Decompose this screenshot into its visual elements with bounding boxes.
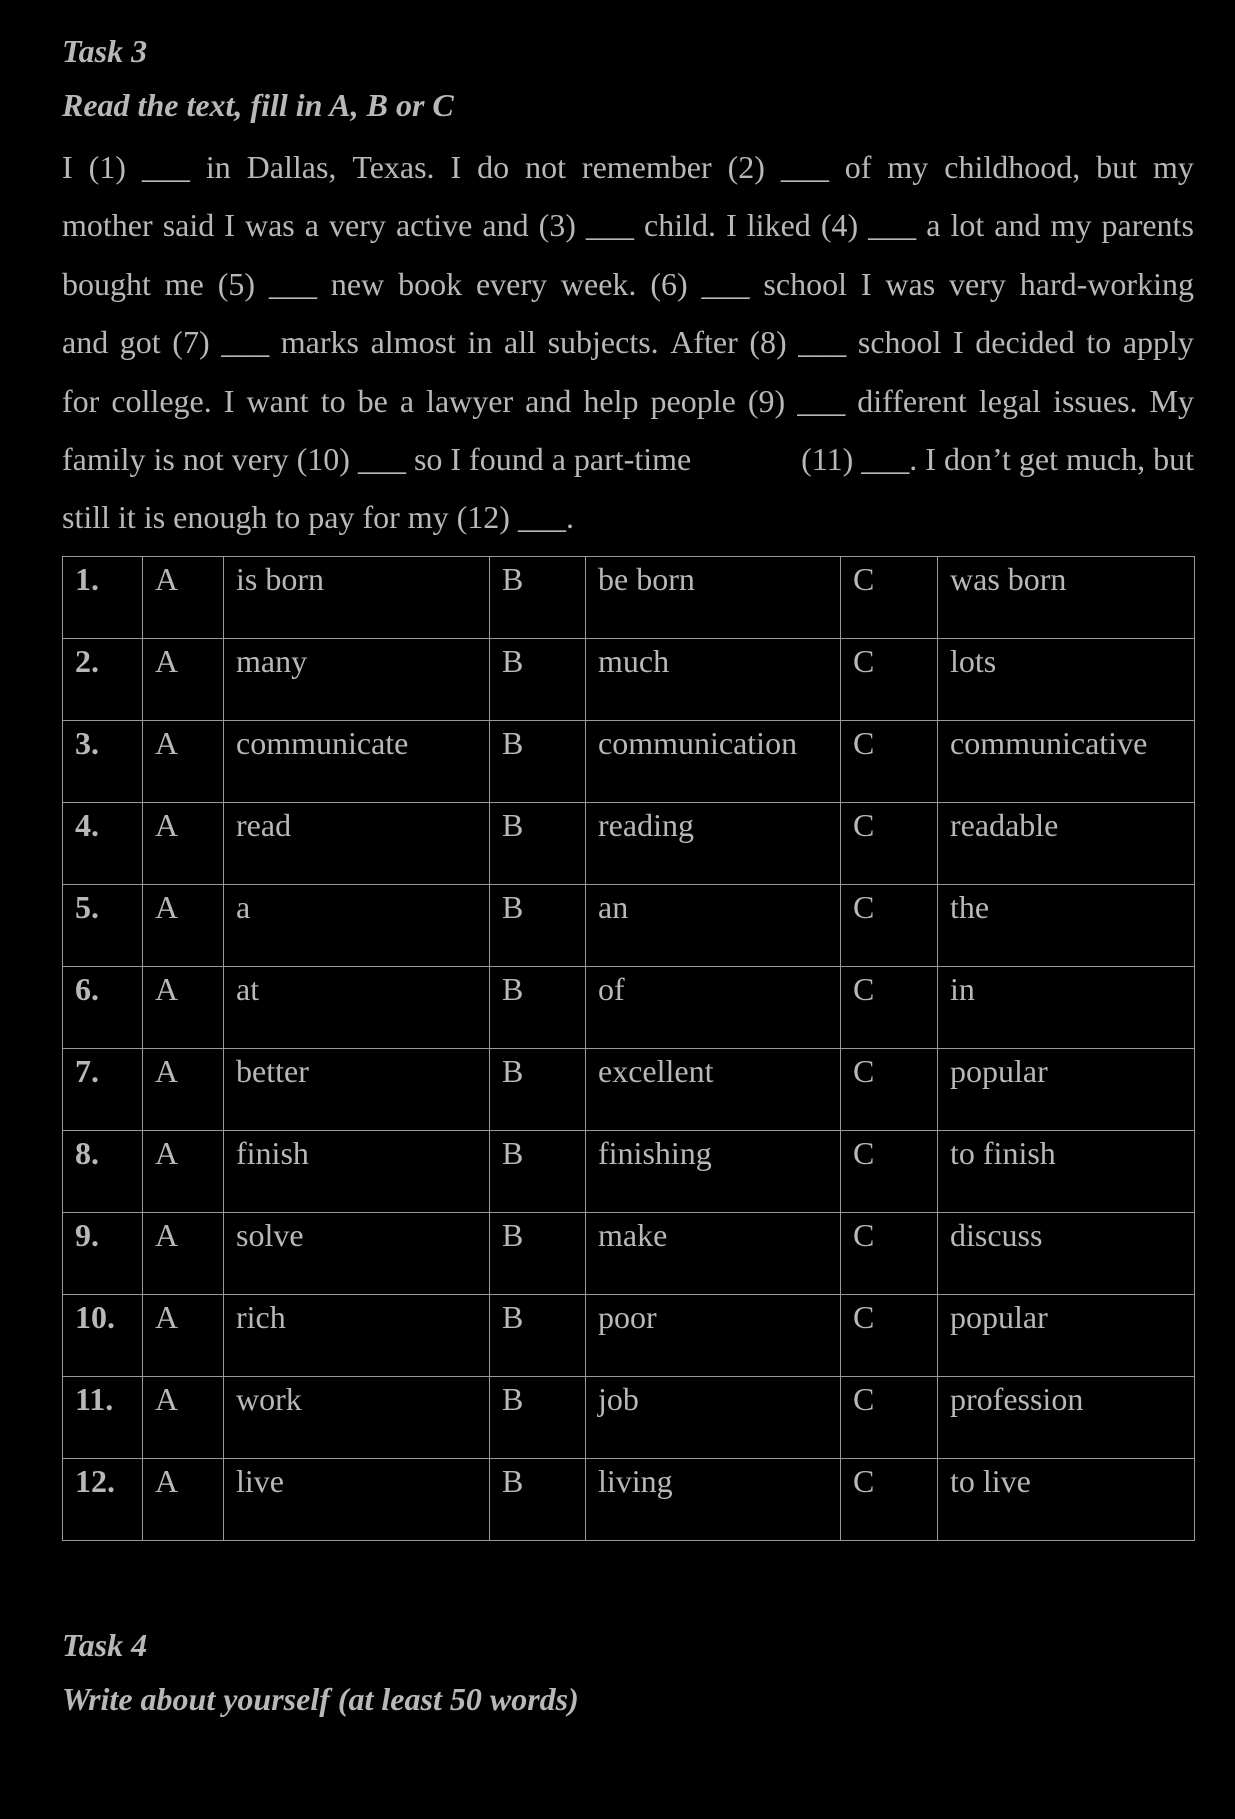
question-number: 11. xyxy=(63,1377,143,1459)
passage-word: lot xyxy=(950,207,985,244)
question-number: 12. xyxy=(63,1459,143,1541)
passage-word: was xyxy=(885,265,936,302)
option-c: popular xyxy=(938,1295,1195,1377)
option-c: the xyxy=(938,885,1195,967)
option-c: lots xyxy=(938,639,1195,721)
option-letter-a: A xyxy=(143,1295,224,1377)
option-letter-b: B xyxy=(490,1459,586,1541)
passage-word: marks xyxy=(280,324,359,361)
passage-word: of xyxy=(844,149,872,185)
passage-word: (6) xyxy=(650,265,688,302)
question-number: 7. xyxy=(63,1049,143,1131)
passage-word: (7) xyxy=(172,324,210,361)
option-letter-a: A xyxy=(143,803,224,885)
task3-passage xyxy=(62,138,1194,547)
table-row xyxy=(63,803,1195,885)
passage-word: (8) xyxy=(749,324,787,361)
option-letter-b: B xyxy=(490,967,586,1049)
table-row xyxy=(63,1131,1195,1213)
option-a: read xyxy=(224,803,490,885)
passage-segment: family is not very (10) ___ so I found a part-time xyxy=(62,440,692,477)
option-letter-c: C xyxy=(841,967,938,1049)
question-number: 6. xyxy=(63,967,143,1049)
task4-section xyxy=(62,1620,579,1732)
table-row xyxy=(63,885,1195,967)
option-c: communicative xyxy=(938,721,1195,803)
question-number: 2. xyxy=(63,639,143,721)
passage-line xyxy=(62,138,1194,196)
task3-title: Task 3 xyxy=(62,33,148,69)
option-letter-a: A xyxy=(143,1377,224,1459)
option-letter-b: B xyxy=(490,1295,586,1377)
option-letter-b: B xyxy=(490,885,586,967)
option-b: an xyxy=(586,885,841,967)
passage-word: (3) xyxy=(538,207,576,244)
option-b: excellent xyxy=(586,1049,841,1131)
passage-word: I xyxy=(223,382,235,419)
passage-word: very xyxy=(949,265,1006,302)
passage-word: I xyxy=(726,207,737,244)
option-letter-a: A xyxy=(143,639,224,721)
option-b: make xyxy=(586,1213,841,1295)
passage-word: ___ xyxy=(797,382,846,419)
passage-word: apply xyxy=(1122,324,1194,361)
passage-word: decided xyxy=(975,324,1075,361)
passage-word: book xyxy=(398,265,463,302)
passage-word: (9) xyxy=(747,382,786,419)
passage-word: not xyxy=(525,149,566,185)
passage-word: got xyxy=(119,324,161,361)
option-letter-a: A xyxy=(143,557,224,639)
task4-title: Task 4 xyxy=(62,1627,148,1663)
question-number: 9. xyxy=(63,1213,143,1295)
passage-word: help xyxy=(583,382,639,419)
passage-word: all xyxy=(503,324,536,361)
passage-word: different xyxy=(857,382,967,419)
option-a: a xyxy=(224,885,490,967)
passage-word: ___ xyxy=(586,207,634,244)
passage-word: and xyxy=(994,207,1041,244)
passage-line xyxy=(62,430,1194,488)
option-b: finishing xyxy=(586,1131,841,1213)
passage-word: (2) xyxy=(727,149,765,185)
option-letter-b: B xyxy=(490,639,586,721)
passage-word: a xyxy=(926,207,941,244)
option-a: work xyxy=(224,1377,490,1459)
option-c: discuss xyxy=(938,1213,1195,1295)
table-row xyxy=(63,557,1195,639)
passage-text: still it is enough to pay for my (12) ___. xyxy=(62,499,574,536)
passage-word: in xyxy=(467,324,493,361)
passage-word: my xyxy=(1153,149,1194,185)
option-letter-b: B xyxy=(490,803,586,885)
passage-word: I xyxy=(450,149,462,185)
option-a: at xyxy=(224,967,490,1049)
option-letter-c: C xyxy=(841,1295,938,1377)
passage-word: and xyxy=(525,382,572,419)
passage-word: every xyxy=(475,265,548,302)
passage-word: me xyxy=(164,265,204,302)
option-letter-a: A xyxy=(143,1213,224,1295)
passage-word: to xyxy=(1086,324,1112,361)
passage-word: parents xyxy=(1101,207,1194,244)
option-letter-c: C xyxy=(841,1131,938,1213)
passage-line xyxy=(62,255,1194,313)
passage-segment: (11) ___. I don’t get much, but xyxy=(801,440,1194,477)
passage-word: After xyxy=(670,324,738,361)
option-c: to live xyxy=(938,1459,1195,1541)
passage-word: ___ xyxy=(221,324,270,361)
option-b: much xyxy=(586,639,841,721)
task4-instruction: Write about yourself (at least 50 words) xyxy=(62,1681,579,1717)
table-row xyxy=(63,1459,1195,1541)
passage-word: liked xyxy=(746,207,811,244)
option-letter-a: A xyxy=(143,1131,224,1213)
option-letter-b: B xyxy=(490,1131,586,1213)
option-letter-c: C xyxy=(841,1213,938,1295)
passage-word: very xyxy=(329,207,386,244)
passage-word: in xyxy=(205,149,231,185)
option-letter-a: A xyxy=(143,967,224,1049)
passage-line xyxy=(62,196,1194,254)
option-c: profession xyxy=(938,1377,1195,1459)
passage-word: a xyxy=(399,382,415,419)
passage-word: my xyxy=(887,149,929,185)
option-letter-c: C xyxy=(841,639,938,721)
passage-word: legal xyxy=(978,382,1042,419)
passage-word: mother xyxy=(62,207,153,244)
option-c: popular xyxy=(938,1049,1195,1131)
passage-line xyxy=(62,313,1194,371)
question-number: 3. xyxy=(63,721,143,803)
option-letter-c: C xyxy=(841,557,938,639)
option-letter-b: B xyxy=(490,721,586,803)
question-number: 1. xyxy=(63,557,143,639)
table-row xyxy=(63,721,1195,803)
passage-word: do xyxy=(477,149,510,185)
option-a: communicate xyxy=(224,721,490,803)
option-letter-b: B xyxy=(490,1377,586,1459)
question-number: 8. xyxy=(63,1131,143,1213)
passage-word: issues. xyxy=(1053,382,1138,419)
option-c: readable xyxy=(938,803,1195,885)
passage-word: I xyxy=(224,207,235,244)
option-b: of xyxy=(586,967,841,1049)
passage-word: people xyxy=(650,382,736,419)
option-c: to finish xyxy=(938,1131,1195,1213)
table-row xyxy=(63,639,1195,721)
passage-word: bought xyxy=(62,265,151,302)
option-a: finish xyxy=(224,1131,490,1213)
worksheet-page xyxy=(62,26,1194,1717)
option-letter-a: A xyxy=(143,1049,224,1131)
passage-word: want xyxy=(246,382,309,419)
passage-word: college. xyxy=(111,382,212,419)
passage-word: a xyxy=(304,207,319,244)
passage-word: subjects. xyxy=(547,324,659,361)
passage-word: ___ xyxy=(141,149,190,185)
passage-word: and xyxy=(482,207,529,244)
passage-word: My xyxy=(1149,382,1194,419)
option-a: is born xyxy=(224,557,490,639)
passage-word: my xyxy=(1050,207,1092,244)
passage-word: (4) xyxy=(820,207,859,244)
passage-word: remember xyxy=(581,149,712,185)
option-a: many xyxy=(224,639,490,721)
passage-word: week. xyxy=(560,265,637,302)
passage-word: Texas. xyxy=(352,149,435,185)
option-b: poor xyxy=(586,1295,841,1377)
passage-word: ___ xyxy=(268,265,317,302)
option-letter-a: A xyxy=(143,885,224,967)
table-row xyxy=(63,1213,1195,1295)
passage-word: ___ xyxy=(701,265,750,302)
answer-options-table xyxy=(62,556,1195,1541)
passage-word: ___ xyxy=(780,149,829,185)
passage-word: ___ xyxy=(868,207,917,244)
passage-word: be xyxy=(357,382,388,419)
passage-word: lawyer xyxy=(426,382,514,419)
passage-word: almost xyxy=(370,324,456,361)
passage-word: said xyxy=(162,207,215,244)
option-letter-c: C xyxy=(841,885,938,967)
table-row xyxy=(63,1295,1195,1377)
passage-word: hard-working xyxy=(1019,265,1194,302)
question-number: 5. xyxy=(63,885,143,967)
table-row xyxy=(63,967,1195,1049)
option-letter-c: C xyxy=(841,1049,938,1131)
option-letter-c: C xyxy=(841,803,938,885)
option-letter-b: B xyxy=(490,1213,586,1295)
passage-word: I xyxy=(62,149,73,185)
option-b: job xyxy=(586,1377,841,1459)
passage-word: for xyxy=(62,382,100,419)
question-number: 4. xyxy=(63,803,143,885)
passage-word: ___ xyxy=(798,324,847,361)
option-b: living xyxy=(586,1459,841,1541)
task3-instruction: Read the text, fill in A, B or C xyxy=(62,87,454,123)
option-a: rich xyxy=(224,1295,490,1377)
passage-word: childhood, xyxy=(944,149,1081,185)
option-a: solve xyxy=(224,1213,490,1295)
option-letter-b: B xyxy=(490,557,586,639)
passage-word: to xyxy=(320,382,346,419)
passage-line xyxy=(62,488,1194,546)
passage-word: child. xyxy=(644,207,717,244)
passage-word: (1) xyxy=(88,149,126,185)
passage-word: new xyxy=(330,265,385,302)
passage-word: but xyxy=(1096,149,1138,185)
option-c: in xyxy=(938,967,1195,1049)
table-row xyxy=(63,1049,1195,1131)
question-number: 10. xyxy=(63,1295,143,1377)
passage-word: active xyxy=(395,207,473,244)
passage-word: I xyxy=(953,324,964,361)
passage-word: I xyxy=(860,265,872,302)
option-b: communication xyxy=(586,721,841,803)
option-letter-c: C xyxy=(841,1459,938,1541)
passage-word: school xyxy=(763,265,847,302)
option-letter-a: A xyxy=(143,1459,224,1541)
passage-word: and xyxy=(62,324,109,361)
option-b: be born xyxy=(586,557,841,639)
table-row xyxy=(63,1377,1195,1459)
passage-word: Dallas, xyxy=(246,149,337,185)
option-b: reading xyxy=(586,803,841,885)
passage-word: school xyxy=(857,324,942,361)
option-a: better xyxy=(224,1049,490,1131)
option-letter-c: C xyxy=(841,721,938,803)
passage-word: was xyxy=(244,207,295,244)
passage-line xyxy=(62,372,1194,430)
option-a: live xyxy=(224,1459,490,1541)
passage-word: (5) xyxy=(217,265,256,302)
option-c: was born xyxy=(938,557,1195,639)
option-letter-c: C xyxy=(841,1377,938,1459)
option-letter-a: A xyxy=(143,721,224,803)
option-letter-b: B xyxy=(490,1049,586,1131)
